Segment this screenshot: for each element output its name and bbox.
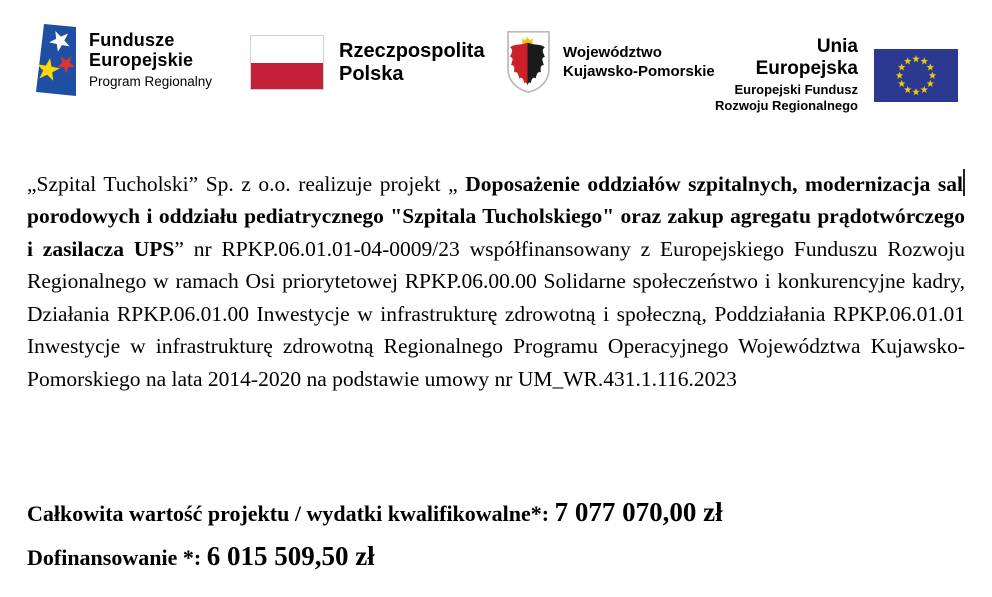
total-value-line	[27, 497, 723, 528]
eu-name: Unia Europejska	[755, 36, 858, 79]
kujawsko-pomorskie-coat-of-arms-icon	[506, 30, 551, 94]
fe-name-line1: Fundusze	[89, 30, 175, 50]
project-title-bold: Doposażenie oddziałów szpitalnych, modernizacja sal	[465, 171, 963, 196]
pl-logo-text	[339, 40, 485, 86]
poland-flag-icon	[250, 35, 324, 90]
project-title-bold-continued: porodowych i oddziału pediatrycznego "Szpitala Tucholskiego" oraz zakup agregatu prądotwórczego i zasilacza UPS	[27, 204, 965, 261]
total-value-amount: 7 077 070,00 zł	[554, 497, 723, 527]
fe-logo-text	[89, 30, 212, 90]
logo-wojewodztwo-kujawsko-pomorskie	[506, 30, 715, 94]
logo-unia-europejska	[710, 36, 958, 114]
kp-name-line1: Województwo	[563, 44, 662, 61]
project-description-text-area[interactable]	[27, 168, 965, 396]
eu-logo-text	[710, 36, 858, 114]
eu-flag-icon	[874, 49, 958, 102]
cofunding-line	[27, 541, 723, 572]
kp-logo-text	[563, 43, 715, 81]
logo-fundusze-europejskie	[36, 24, 212, 96]
cofunding-label: Dofinansowanie *:	[27, 545, 207, 570]
eu-subtitle-line2: Rozwoju Regionalnego	[715, 98, 858, 113]
logo-rzeczpospolita-polska	[250, 35, 485, 90]
text-cursor	[963, 169, 965, 196]
kp-name-line2: Kujawsko-Pomorskie	[563, 63, 715, 80]
description-intro: „Szpital Tucholski” Sp. z o.o. realizuje projekt „	[27, 171, 466, 196]
partner-logos-band	[36, 22, 964, 113]
pl-name-line1: Rzeczpospolita	[339, 39, 485, 62]
financial-summary	[27, 497, 723, 585]
fe-name-line2: Europejskie	[89, 50, 194, 70]
total-value-label: Całkowita wartość projektu / wydatki kwalifikowalne*:	[27, 501, 555, 526]
pl-name-line2: Polska	[339, 62, 404, 85]
cofunding-amount: 6 015 509,50 zł	[206, 541, 375, 571]
eu-subtitle-line1: Europejski Fundusz	[734, 82, 858, 97]
fe-subtitle: Program Regionalny	[89, 74, 213, 89]
description-body: ” nr RPKP.06.01.01-04-0009/23 współfinansowany z Europejskiego Funduszu Rozwoju Regionalnego w ramach Osi priorytetowej RPKP.06.00.00 Solidarne społeczeństwo i konkurencyjne kadry, Działania RPKP.06.01.00 Inwestycje w infrastrukturę zdrowotną i społeczną, Poddziałania RPKP.06.01.01 Inwestycje w infrastrukturę zdrowotną Regionalnego Programu Operacyjnego Województwa Kujawsko-Pomorskiego na lata 2014-2020 na podstawie umowy nr UM_WR.431.1.116.2023	[27, 236, 965, 392]
fe-flag-three-stars-icon	[36, 24, 76, 96]
